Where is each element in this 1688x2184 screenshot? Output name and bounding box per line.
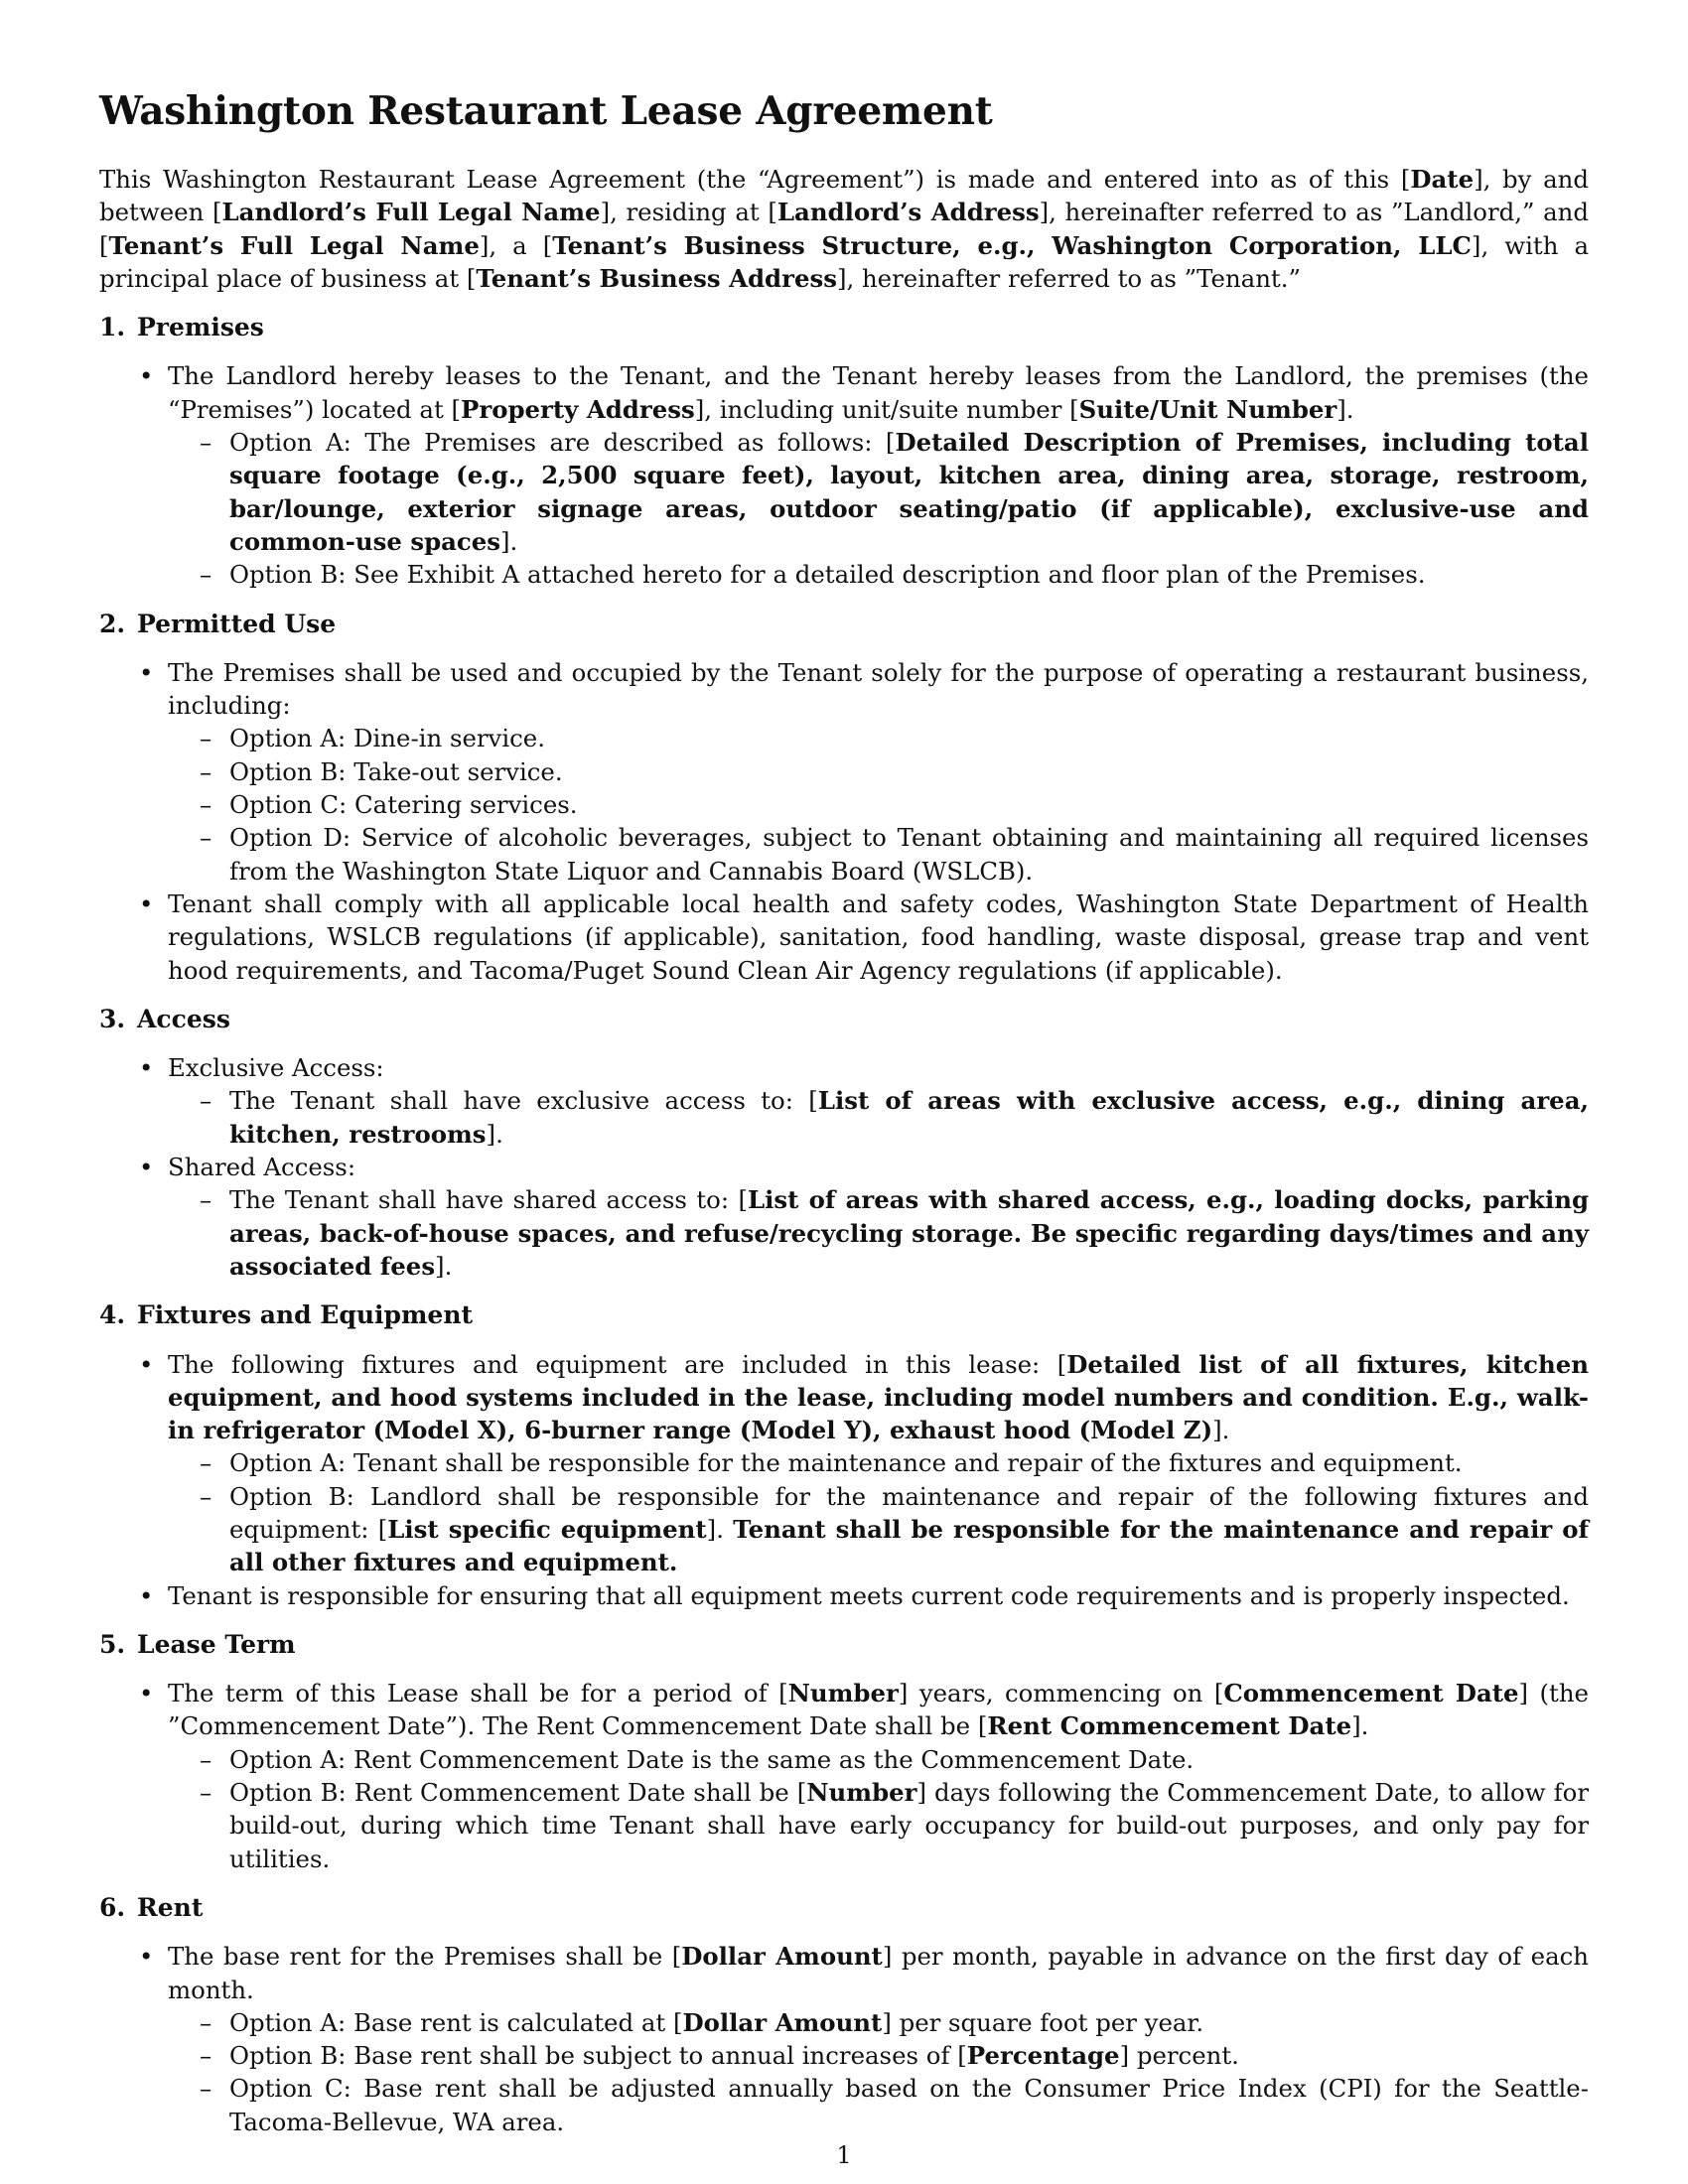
section-heading — [99, 1891, 1589, 1924]
section-heading — [99, 1298, 1589, 1331]
section-number: 5. — [99, 1629, 126, 1659]
text-run: ], including unit/suite number [ — [694, 394, 1079, 424]
option-list — [168, 722, 1589, 887]
placeholder-field: Commencement Date — [1223, 1679, 1519, 1708]
text-run: ], hereinafter referred to as ”Tenant.” — [836, 263, 1301, 293]
option-item — [168, 788, 1589, 821]
section-heading — [99, 311, 1589, 343]
text-run: Option B: See Exhibit A attached hereto for a detailed description and floor plan of the Premises. — [229, 560, 1426, 590]
bullet-text — [168, 656, 1589, 723]
text-run: ]. — [486, 1119, 503, 1149]
placeholder-field: Number — [806, 1778, 917, 1808]
placeholder-field: Date — [1410, 165, 1475, 194]
bullet-text — [168, 1051, 1589, 1084]
text-run: Option B: Take-out service. — [229, 756, 563, 786]
option-list — [168, 1743, 1589, 1875]
text-run: The following fixtures and equipment are included in this lease: [ — [168, 1349, 1067, 1379]
text-run: Option B: Landlord shall be responsible for the maintenance and repair of the following fixtures and equipment: [ — [229, 1481, 1589, 1544]
text-run: ]. — [1336, 394, 1354, 424]
option-item — [168, 722, 1589, 754]
text-run: ], hereinafter referred to as ”Landlord,” and [ — [99, 198, 1590, 260]
placeholder-field: Landlord’s Address — [776, 198, 1040, 227]
text-run: The Premises shall be used and occupied by the Tenant solely for the purpose of operating a restaurant business, including: — [168, 657, 1589, 721]
placeholder-field: Rent Commencement Date — [987, 1711, 1352, 1741]
section-title: Rent — [137, 1892, 204, 1922]
option-list — [168, 1084, 1589, 1151]
bullet-list — [99, 359, 1589, 591]
bullet-list — [99, 1348, 1589, 1612]
placeholder-field: List specific equipment — [387, 1514, 707, 1544]
option-item — [168, 755, 1589, 788]
bullet-text — [168, 359, 1589, 426]
text-run: ] days following the Commencement Date, to allow for build-out, during which time Tenant shall have early occupancy for build-out purposes, and only pay for utilities. — [229, 1778, 1589, 1873]
placeholder-field: Detailed Description of Premises, including total square footage (e.g., 2,500 square feet), layout, kitchen area, dining area, storage, restroom, bar/lounge, exterior signage areas, outdoor seating/patio (if applicable), exclusive-use and common-use spaces — [229, 428, 1589, 556]
option-list — [168, 426, 1589, 591]
placeholder-field: Tenant shall be responsible for the maintenance and repair of all other fixtures and equipment. — [229, 1514, 1589, 1577]
text-run: ]. — [706, 1514, 734, 1544]
option-item — [168, 1084, 1589, 1151]
bullet-item — [99, 887, 1589, 987]
bullet-item — [99, 656, 1589, 887]
section-heading — [99, 1628, 1589, 1661]
option-item — [168, 1480, 1589, 1579]
bullet-item — [99, 1348, 1589, 1579]
bullet-item — [99, 1940, 1589, 2138]
text-run: ], by and between [ — [99, 165, 1589, 227]
placeholder-field: List of areas with exclusive access, e.g., dining area, kitchen, restrooms — [229, 1086, 1589, 1149]
text-run: ] per month, payable in advance on the first day of each month. — [168, 1942, 1589, 2004]
document-title: Washington Restaurant Lease Agreement — [99, 88, 993, 134]
option-item — [168, 558, 1589, 591]
placeholder-field: Dollar Amount — [682, 2007, 883, 2037]
option-item — [168, 821, 1589, 887]
text-run: The Landlord hereby leases to the Tenant, and the Tenant hereby leases from the Landlord, the premises (the “Premises”) located at [ — [168, 361, 1589, 424]
option-list — [168, 1446, 1589, 1578]
text-run: Option A: The Premises are described as follows: [ — [229, 428, 896, 458]
bullet-text — [168, 1940, 1589, 2006]
text-run: Option A: Rent Commencement Date is the same as the Commencement Date. — [229, 1744, 1195, 1774]
placeholder-field: Tenant’s Business Structure, e.g., Washington Corporation, LLC — [552, 230, 1472, 260]
option-list — [168, 2006, 1589, 2138]
text-run: ] per square foot per year. — [882, 2007, 1204, 2037]
document-page — [99, 87, 1589, 2138]
option-item — [168, 2072, 1589, 2138]
section-heading — [99, 1003, 1589, 1035]
bullet-list — [99, 1051, 1589, 1283]
placeholder-field: Detailed list of all fixtures, kitchen equipment, and hood systems included in the lease, including model numbers and condition. E.g., walk-in refrigerator (Model X), 6-burner range (Model Y), exhaust hood (Model Z) — [168, 1349, 1589, 1445]
bullet-item — [99, 1677, 1589, 1875]
option-item — [168, 1743, 1589, 1776]
section-title: Lease Term — [137, 1629, 296, 1659]
text-run: Option A: Tenant shall be responsible for the maintenance and repair of the fixtures and equipment. — [229, 1448, 1463, 1478]
placeholder-field: Tenant’s Business Address — [476, 263, 837, 293]
text-run: ]. — [1212, 1416, 1230, 1445]
section-title: Access — [137, 1004, 230, 1033]
option-item — [168, 1183, 1589, 1283]
bullet-list — [99, 1940, 1589, 2138]
section-number: 2. — [99, 609, 126, 638]
text-run: ], a [ — [479, 230, 553, 260]
option-item — [168, 2006, 1589, 2039]
bullet-item — [99, 1151, 1589, 1283]
text-run: The Tenant shall have exclusive access to: [ — [229, 1086, 818, 1116]
option-item — [168, 1446, 1589, 1479]
bullet-text — [168, 1579, 1589, 1612]
text-run: ]. — [500, 526, 518, 556]
bullet-text — [168, 1151, 1589, 1183]
placeholder-field: Property Address — [461, 394, 695, 424]
sections-container — [99, 311, 1589, 2138]
bullet-list — [99, 656, 1589, 987]
text-run: Option A: Dine-in service. — [229, 724, 545, 753]
text-run: Tenant is responsible for ensuring that all equipment meets current code requirements and is properly inspected. — [168, 1580, 1570, 1610]
text-run: Option B: Base rent shall be subject to annual increases of [ — [229, 2041, 967, 2071]
text-run: Tenant shall comply with all applicable local health and safety codes, Washington State Department of Health regulations, WSLCB regulations (if applicable), sanitation, food handling, waste disposal, grease trap and vent hood requirements, and Tacoma/Puget Sound Clean Air Agency regulations (if applicable). — [168, 888, 1589, 985]
bullet-item — [99, 359, 1589, 591]
bullet-text — [168, 1348, 1589, 1447]
page-number: 1 — [836, 2141, 852, 2169]
text-run: ], residing at [ — [600, 198, 777, 227]
option-item — [168, 2039, 1589, 2072]
text-run: ], with a principal place of business at [ — [99, 230, 1589, 293]
section-title: Premises — [137, 313, 264, 342]
intro-paragraph — [99, 163, 1589, 295]
section-title: Fixtures and Equipment — [137, 1300, 474, 1330]
bullet-text — [168, 1677, 1589, 1743]
section-number: 1. — [99, 313, 126, 342]
text-run: The Tenant shall have shared access to: [ — [229, 1185, 749, 1215]
placeholder-field: Percentage — [966, 2041, 1120, 2071]
section-number: 3. — [99, 1004, 126, 1033]
bullet-item — [99, 1579, 1589, 1612]
placeholder-field: Tenant’s Full Legal Name — [108, 230, 480, 260]
placeholder-field: Dollar Amount — [681, 1942, 883, 1972]
text-run: Shared Access: — [168, 1153, 356, 1182]
placeholder-field: Suite/Unit Number — [1078, 394, 1337, 424]
text-run: ]. — [435, 1251, 453, 1281]
section-title: Permitted Use — [137, 609, 337, 638]
text-run: This Washington Restaurant Lease Agreement (the “Agreement”) is made and entered into as of this [ — [99, 165, 1411, 194]
text-run: Option C: Base rent shall be adjusted annually based on the Consumer Price Index (CPI) for the Seattle-Tacoma-Bellevue, WA area. — [229, 2074, 1589, 2136]
placeholder-field: Landlord’s Full Legal Name — [221, 198, 601, 227]
text-run: Option D: Service of alcoholic beverages, subject to Tenant obtaining and maintaining all required licenses from the Washington State Liquor and Cannabis Board (WSLCB). — [229, 823, 1589, 886]
text-run: ] percent. — [1119, 2041, 1239, 2071]
option-item — [168, 1776, 1589, 1875]
text-run: ] years, commencing on [ — [898, 1679, 1224, 1708]
option-list — [168, 1183, 1589, 1283]
text-run: ]. — [1351, 1711, 1369, 1741]
section-heading — [99, 608, 1589, 640]
option-item — [168, 426, 1589, 558]
text-run: Option A: Base rent is calculated at [ — [229, 2007, 683, 2037]
bullet-list — [99, 1677, 1589, 1875]
placeholder-field: Number — [787, 1679, 899, 1708]
text-run: Exclusive Access: — [168, 1053, 384, 1083]
text-run: ] (the ”Commencement Date”). The Rent Commencement Date shall be [ — [168, 1679, 1589, 1741]
text-run: Option C: Catering services. — [229, 790, 578, 820]
text-run: The base rent for the Premises shall be [ — [168, 1942, 682, 1972]
placeholder-field: List of areas with shared access, e.g., loading docks, parking areas, back-of-house spaces, and refuse/recycling storage. Be specific regarding days/times and any associated fees — [229, 1185, 1590, 1281]
section-number: 4. — [99, 1300, 126, 1330]
bullet-item — [99, 1051, 1589, 1151]
text-run: Option B: Rent Commencement Date shall be [ — [229, 1778, 807, 1808]
text-run: The term of this Lease shall be for a period of [ — [168, 1679, 788, 1708]
section-number: 6. — [99, 1892, 126, 1922]
bullet-text — [168, 887, 1589, 987]
